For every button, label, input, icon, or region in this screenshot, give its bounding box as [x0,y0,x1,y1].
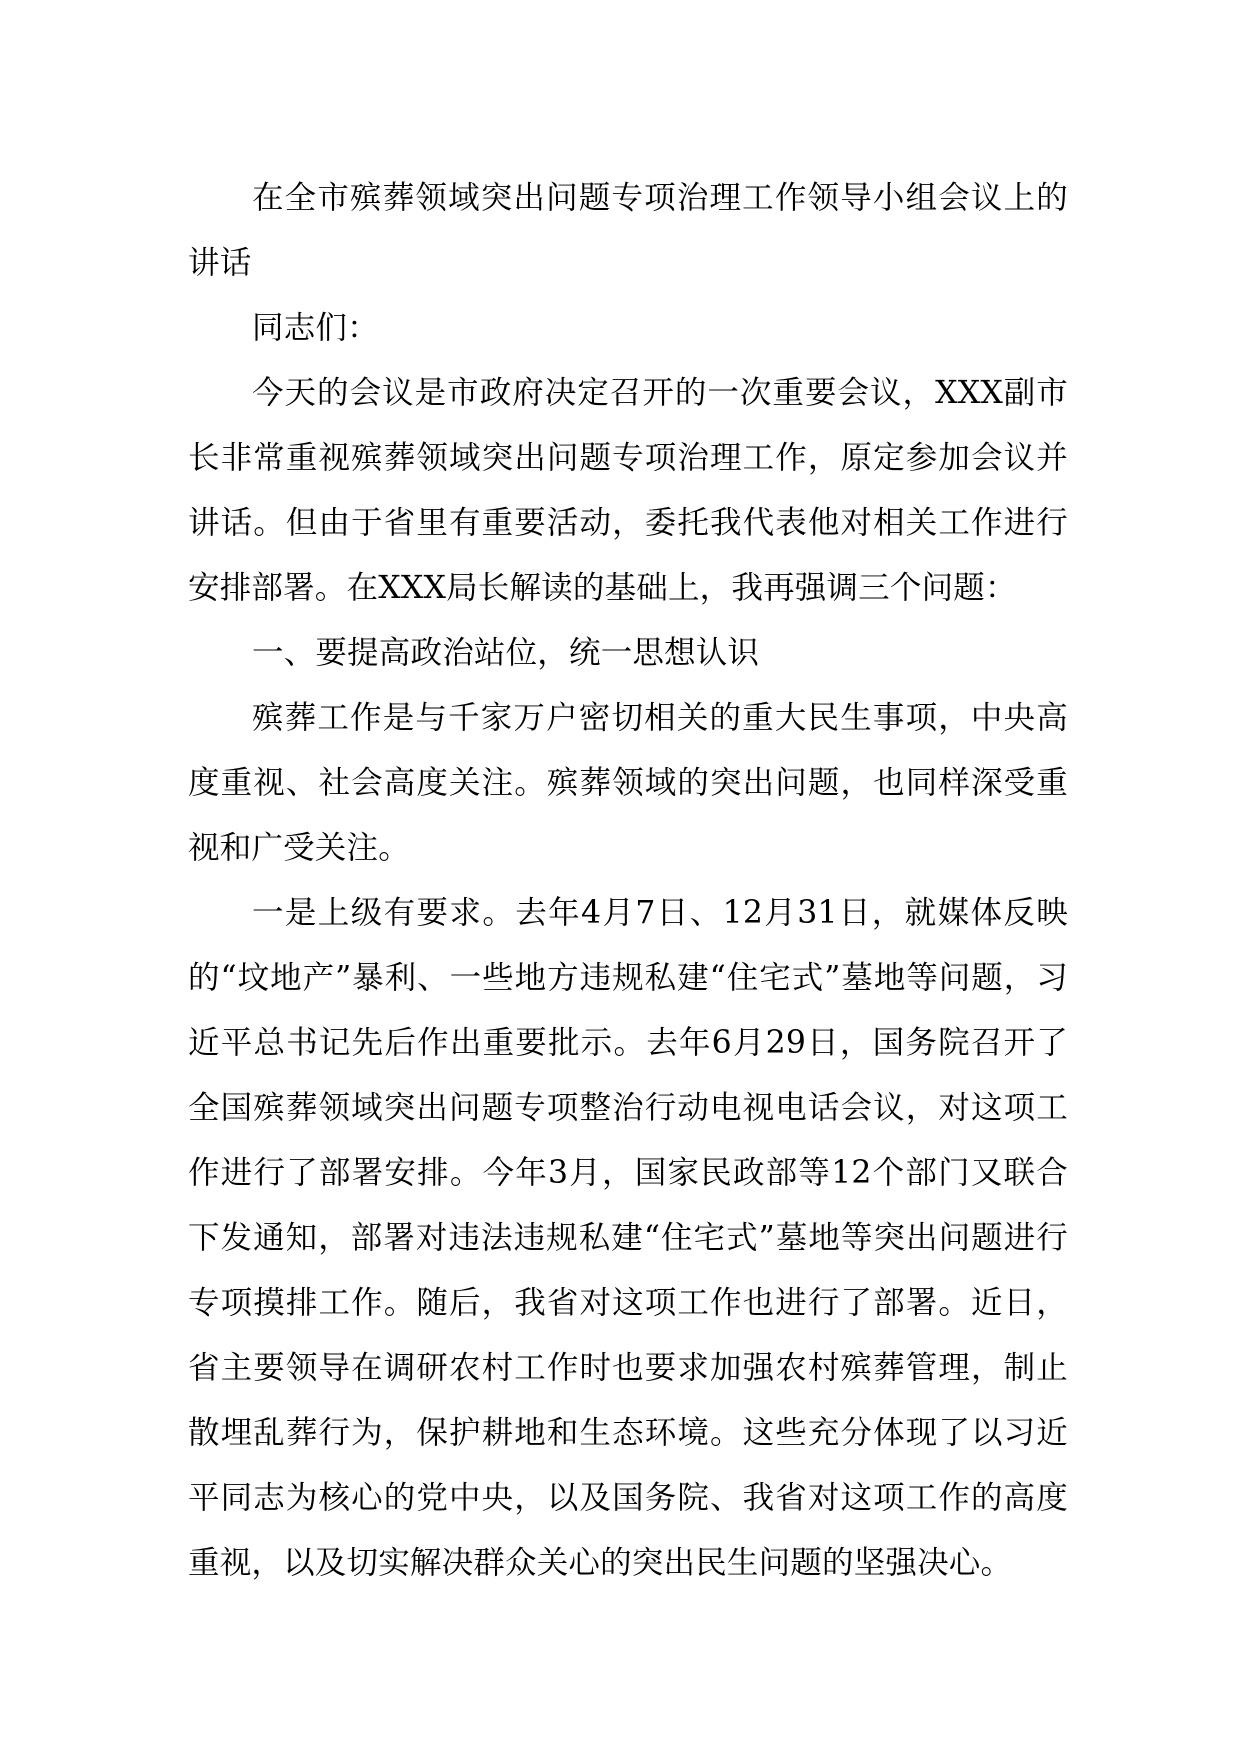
paragraph-section-1-point-1: 一是上级有要求。去年4月7日、12月31日，就媒体反映的“坟地产”暴利、一些地方违规私建“住宅式”墓地等问题，习近平总书记先后作出重要批示。去年6月29日，国务院召开了全国殡葬领域突出问题专项整治行动电视电话会议，对这项工作进行了部署安排。今年3月，国家民政部等12个部门又联合下发通知，部署对违法违规私建“住宅式”墓地等突出问题进行专项摸排工作。随后，我省对这项工作也进行了部署。近日，省主要领导在调研农村工作时也要求加强农村殡葬管理，制止散埋乱葬行为，保护耕地和生态环境。这些充分体现了以习近平同志为核心的党中央，以及国务院、我省对这项工作的高度重视，以及切实解决群众关心的突出民生问题的坚强决心。 [188,895,1068,1581]
document-body [188,166,1068,1596]
speech-title: 在全市殡葬领域突出问题专项治理工作领导小组会议上的讲话 [188,180,1068,281]
paragraph-intro: 今天的会议是市政府决定召开的一次重要会议，XXX副市长非常重视殡葬领域突出问题专项治理工作，原定参加会议并讲话。但由于省里有重要活动，委托我代表他对相关工作进行安排部署。在XXX局长解读的基础上，我再强调三个问题： [188,375,1068,606]
salutation: 同志们： [252,310,379,346]
section-heading-1: 一、要提高政治站位，统一思想认识 [252,635,760,671]
paragraph-section-1-overview: 殡葬工作是与千家万户密切相关的重大民生事项，中央高度重视、社会高度关注。殡葬领域的突出问题，也同样深受重视和广受关注。 [188,700,1068,866]
